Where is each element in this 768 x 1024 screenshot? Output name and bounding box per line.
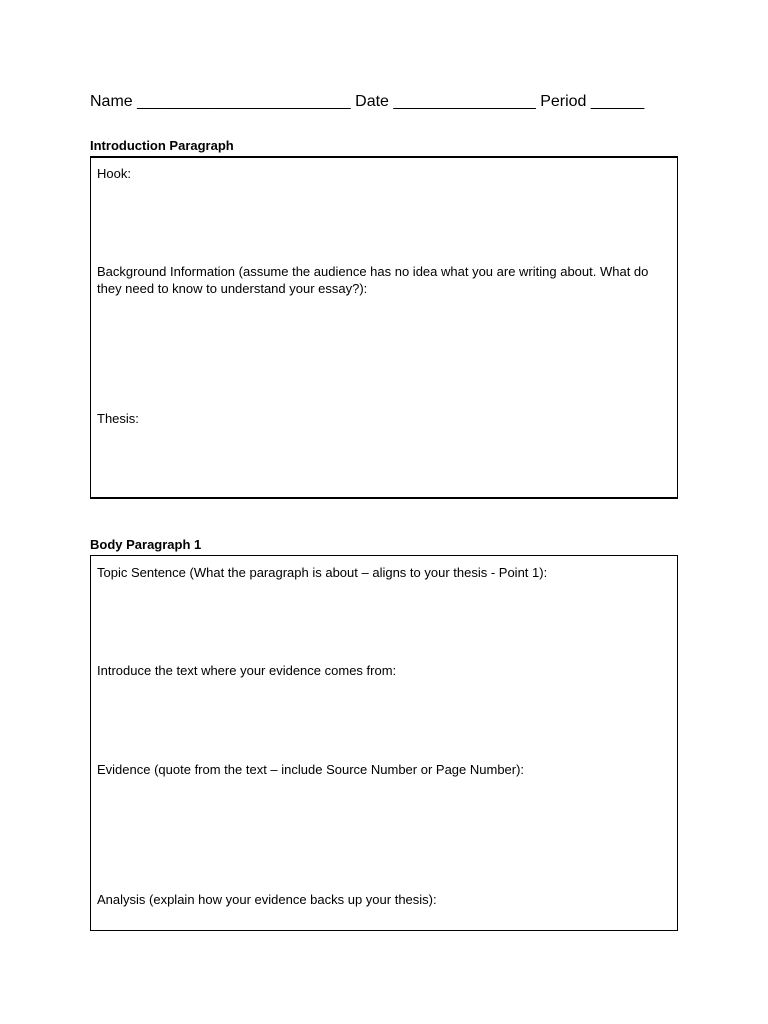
intro-section-title: Introduction Paragraph: [90, 138, 234, 153]
body-paragraph-1-title: Body Paragraph 1: [90, 537, 202, 552]
analysis-label: Analysis (explain how your evidence backs up your thesis):: [97, 892, 437, 907]
evidence-label: Evidence (quote from the text – include Source Number or Page Number):: [97, 762, 525, 777]
topic-sentence-label: Topic Sentence (What the paragraph is about – aligns to your thesis - Point 1):: [97, 565, 548, 580]
thesis-label: Thesis:: [97, 411, 139, 426]
student-info-line: Name ________________________ Date ________________ Period ______: [90, 93, 645, 110]
background-info-label: Background Information (assume the audience has no idea what you are writing about. What do they need to know to understand your essay?):: [97, 264, 649, 296]
intro-paragraph-box[interactable]: [90, 156, 678, 499]
body-paragraph-1-box[interactable]: [90, 555, 678, 931]
hook-label: Hook:: [97, 166, 131, 181]
introduce-text-label: Introduce the text where your evidence comes from:: [97, 663, 397, 678]
